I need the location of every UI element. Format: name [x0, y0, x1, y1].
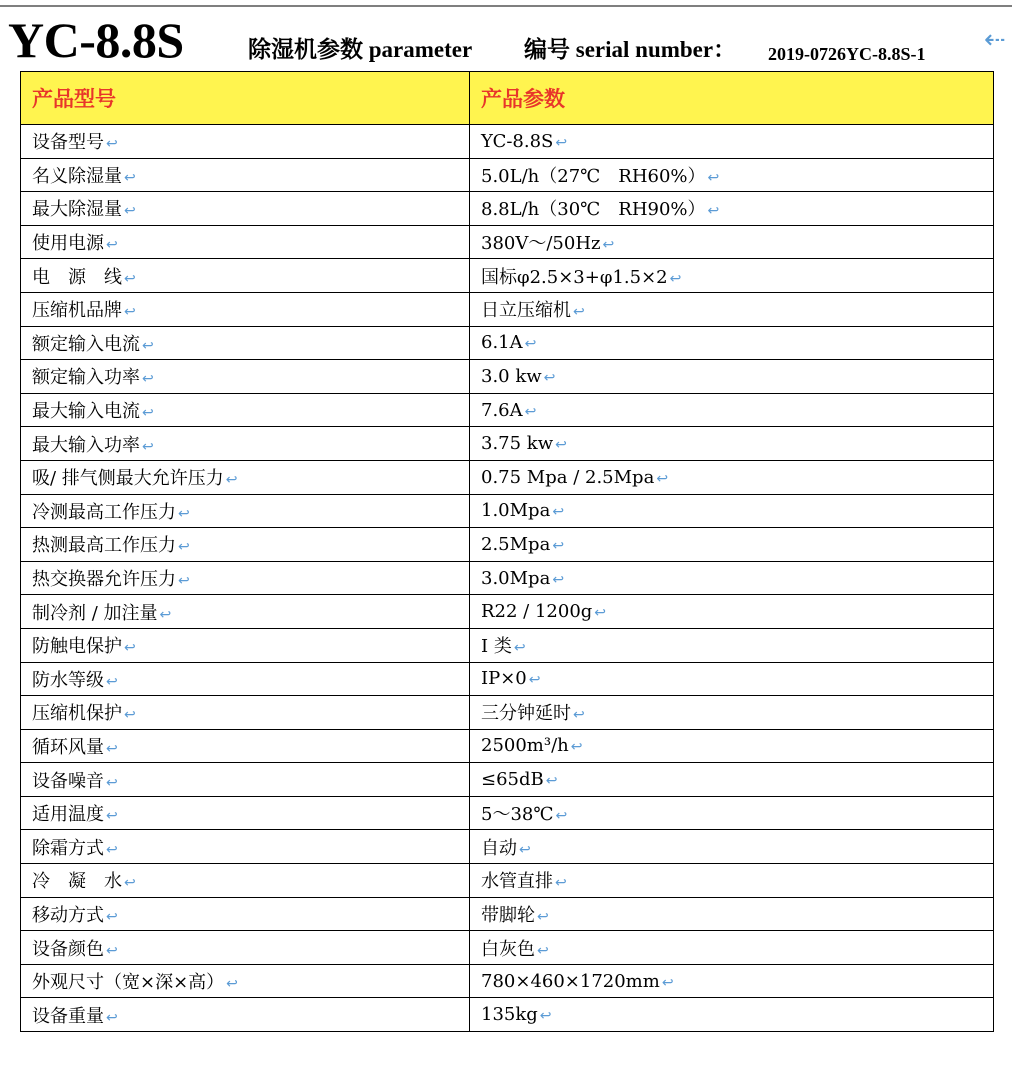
- row-value-cell: [470, 998, 994, 1032]
- return-mark-icon: ↩: [707, 169, 720, 186]
- row-value-cell: [470, 964, 994, 998]
- row-label: 压缩机品牌: [32, 300, 122, 322]
- return-mark-icon: ↩: [519, 841, 531, 858]
- row-value-cell: [470, 494, 994, 528]
- return-arrow-icon: ⇠: [984, 25, 1006, 55]
- row-label: 循环风量: [32, 736, 104, 758]
- row-value-cell: [470, 729, 994, 763]
- return-mark-icon: ↩: [555, 437, 567, 454]
- row-value: 0.75 Mpa / 2.5Mpa: [481, 466, 655, 488]
- table-row: [21, 796, 994, 830]
- row-label: 除霜方式: [32, 837, 104, 859]
- row-label: 设备型号: [32, 132, 104, 154]
- return-mark-icon: ↩: [669, 270, 682, 287]
- row-value-cell: [470, 292, 994, 326]
- return-mark-icon: ↩: [142, 405, 154, 422]
- table-row: [21, 931, 994, 965]
- return-mark-icon: ↩: [106, 908, 118, 925]
- table-row: [21, 192, 994, 226]
- row-value: 3.75 kw: [481, 433, 554, 455]
- return-mark-icon: ↩: [602, 237, 615, 254]
- return-mark-icon: ↩: [142, 438, 154, 455]
- table-row: [21, 259, 994, 293]
- row-value: 7.6A: [481, 399, 523, 421]
- row-value: R22 / 1200g: [481, 601, 593, 623]
- row-label-cell: [21, 326, 470, 360]
- return-mark-icon: ↩: [524, 336, 537, 353]
- table-row: [21, 662, 994, 696]
- row-value: 白灰色: [481, 938, 535, 960]
- return-mark-icon: ↩: [555, 875, 567, 892]
- row-value-cell: [470, 864, 994, 898]
- return-mark-icon: ↩: [106, 942, 118, 959]
- return-mark-icon: ↩: [142, 371, 154, 388]
- return-mark-icon: ↩: [106, 1009, 118, 1026]
- return-mark-icon: ↩: [159, 606, 172, 623]
- header-model-cell: 产品型号: [21, 72, 470, 125]
- row-label: 使用电源: [32, 233, 104, 255]
- return-mark-icon: ↩: [106, 673, 118, 690]
- row-value-cell: [470, 595, 994, 629]
- row-label-cell: [21, 864, 470, 898]
- row-value: 2500m³/h: [481, 735, 569, 757]
- table-row: [21, 528, 994, 562]
- row-label: 防触电保护: [32, 636, 122, 658]
- row-label: 额定输入功率: [32, 367, 140, 389]
- row-value-cell: [470, 528, 994, 562]
- row-value-cell: [470, 662, 994, 696]
- row-label: 最大输入功率: [32, 434, 140, 456]
- return-mark-icon: ↩: [178, 573, 190, 590]
- return-mark-icon: ↩: [106, 237, 118, 254]
- return-mark-icon: ↩: [539, 1008, 552, 1025]
- return-mark-icon: ↩: [661, 974, 674, 991]
- row-label-cell: [21, 460, 470, 494]
- return-mark-icon: ↩: [573, 304, 585, 321]
- row-value: 780×460×1720mm: [481, 970, 660, 992]
- row-value: 8.8L/h（30℃ RH90%）: [481, 199, 706, 221]
- row-label-cell: [21, 427, 470, 461]
- row-value-cell: [470, 360, 994, 394]
- return-mark-icon: ↩: [555, 134, 568, 151]
- row-label-cell: [21, 796, 470, 830]
- row-label: 名义除湿量: [32, 165, 122, 187]
- return-mark-icon: ↩: [543, 369, 556, 386]
- table-row: [21, 763, 994, 797]
- return-mark-icon: ↩: [124, 875, 136, 892]
- row-value: ≤65dB: [481, 769, 544, 791]
- row-value: 3.0 kw: [481, 365, 542, 387]
- return-mark-icon: ↩: [142, 337, 154, 354]
- row-label: 吸/ 排气侧最大允许压力: [32, 468, 224, 490]
- table-row: [21, 864, 994, 898]
- return-mark-icon: ↩: [656, 470, 669, 487]
- row-value-cell: [470, 561, 994, 595]
- row-value: 3.0Mpa: [481, 567, 551, 589]
- table-row: [21, 964, 994, 998]
- table-row: [21, 393, 994, 427]
- row-value: 带脚轮: [481, 904, 535, 926]
- return-mark-icon: ↩: [124, 640, 136, 657]
- row-label-cell: [21, 125, 470, 159]
- row-value-cell: [470, 460, 994, 494]
- return-mark-icon: ↩: [225, 472, 238, 489]
- row-value: 1.0Mpa: [481, 500, 551, 522]
- model-title: YC-8.8S: [8, 12, 184, 68]
- row-label: 电 源 线: [32, 266, 122, 288]
- row-label: 设备重量: [32, 1005, 104, 1027]
- parameter-heading: 除湿机参数 parameter: [248, 37, 473, 62]
- row-label-cell: [21, 393, 470, 427]
- row-label: 最大输入电流: [32, 401, 140, 423]
- return-mark-icon: ↩: [178, 505, 190, 522]
- table-row: [21, 729, 994, 763]
- row-value: 水管直排: [481, 871, 553, 893]
- row-value-cell: [470, 192, 994, 226]
- return-mark-icon: ↩: [178, 539, 190, 556]
- row-value-cell: [470, 225, 994, 259]
- return-mark-icon: ↩: [106, 841, 118, 858]
- table-row: [21, 830, 994, 864]
- row-label: 制冷剂 / 加注量: [32, 602, 158, 624]
- return-mark-icon: ↩: [524, 403, 537, 420]
- return-mark-icon: ↩: [513, 640, 526, 657]
- row-value-cell: [470, 393, 994, 427]
- return-mark-icon: ↩: [124, 707, 136, 724]
- row-label: 压缩机保护: [32, 703, 122, 725]
- return-mark-icon: ↩: [594, 605, 607, 622]
- row-label-cell: [21, 830, 470, 864]
- return-mark-icon: ↩: [528, 672, 541, 689]
- row-value-cell: [470, 696, 994, 730]
- table-row: [21, 998, 994, 1032]
- return-mark-icon: ↩: [545, 773, 558, 790]
- return-mark-icon: ↩: [106, 808, 118, 825]
- row-label-cell: [21, 662, 470, 696]
- row-value: IP×0: [481, 668, 527, 690]
- table-row: [21, 595, 994, 629]
- return-mark-icon: ↩: [537, 942, 549, 959]
- return-mark-icon: ↩: [573, 707, 585, 724]
- row-value: 5.0L/h（27℃ RH60%）: [481, 165, 706, 187]
- table-row: [21, 460, 994, 494]
- return-mark-icon: ↩: [124, 304, 136, 321]
- table-row: [21, 561, 994, 595]
- row-label: 设备噪音: [32, 770, 104, 792]
- row-label: 移动方式: [32, 904, 104, 926]
- row-value: 自动: [481, 837, 517, 859]
- row-value-cell: [470, 763, 994, 797]
- return-mark-icon: ↩: [552, 537, 565, 554]
- row-value-cell: [470, 259, 994, 293]
- row-value: I 类: [481, 636, 512, 658]
- table-row: [21, 326, 994, 360]
- table-row: [21, 125, 994, 159]
- header-param-cell: 产品参数: [470, 72, 994, 125]
- row-label: 热测最高工作压力: [32, 535, 176, 557]
- table-row: [21, 225, 994, 259]
- row-label: 额定输入电流: [32, 333, 140, 355]
- row-value: 5～38℃: [481, 804, 554, 826]
- row-label-cell: [21, 192, 470, 226]
- return-mark-icon: ↩: [124, 203, 136, 220]
- row-value: 380V～/50Hz: [481, 233, 601, 255]
- row-value-cell: [470, 158, 994, 192]
- row-value: 日立压缩机: [481, 300, 571, 322]
- table-row: [21, 158, 994, 192]
- row-value: 6.1A: [481, 332, 523, 354]
- row-value-cell: [470, 830, 994, 864]
- row-label-cell: [21, 897, 470, 931]
- row-label: 设备颜色: [32, 938, 104, 960]
- return-mark-icon: ↩: [106, 740, 118, 757]
- row-label: 适用温度: [32, 804, 104, 826]
- row-label: 冷测最高工作压力: [32, 501, 176, 523]
- return-mark-icon: ↩: [552, 504, 565, 521]
- row-value: 国标φ2.5×3+φ1.5×2: [481, 266, 668, 288]
- return-mark-icon: ↩: [106, 136, 118, 153]
- table-row: [21, 427, 994, 461]
- row-value: 135kg: [481, 1004, 538, 1026]
- row-value-cell: [470, 628, 994, 662]
- table-row: [21, 897, 994, 931]
- return-mark-icon: ↩: [707, 203, 720, 220]
- return-mark-icon: ↩: [570, 739, 583, 756]
- row-label-cell: [21, 696, 470, 730]
- return-mark-icon: ↩: [124, 169, 136, 186]
- row-label-cell: [21, 360, 470, 394]
- return-mark-icon: ↩: [537, 908, 549, 925]
- row-value-cell: [470, 897, 994, 931]
- row-value: YC-8.8S: [481, 130, 554, 152]
- table-row: [21, 494, 994, 528]
- return-mark-icon: ↩: [555, 808, 568, 825]
- row-label-cell: [21, 158, 470, 192]
- row-value-cell: [470, 326, 994, 360]
- top-rule: [0, 5, 1012, 7]
- row-label-cell: [21, 998, 470, 1032]
- row-label-cell: [21, 259, 470, 293]
- row-label-cell: [21, 964, 470, 998]
- row-label-cell: [21, 595, 470, 629]
- row-label: 外观尺寸（宽×深×高）: [32, 972, 225, 994]
- row-label-cell: [21, 729, 470, 763]
- row-label-cell: [21, 494, 470, 528]
- serial-label: 编号 serial number：: [524, 37, 737, 62]
- return-mark-icon: ↩: [106, 774, 118, 791]
- row-value-cell: [470, 796, 994, 830]
- table-row: [21, 628, 994, 662]
- row-label-cell: [21, 628, 470, 662]
- row-label: 冷 凝 水: [32, 871, 122, 893]
- return-mark-icon: ↩: [552, 571, 565, 588]
- row-value-cell: [470, 427, 994, 461]
- row-value: 三分钟延时: [481, 703, 571, 725]
- row-label: 热交换器允许压力: [32, 569, 176, 591]
- row-label-cell: [21, 292, 470, 326]
- table-header-row: [21, 72, 994, 125]
- row-label-cell: [21, 528, 470, 562]
- row-label: 最大除湿量: [32, 199, 122, 221]
- table-row: [21, 292, 994, 326]
- row-label: 防水等级: [32, 669, 104, 691]
- row-label-cell: [21, 763, 470, 797]
- parameter-table: [20, 71, 994, 1032]
- row-value-cell: [470, 125, 994, 159]
- row-label-cell: [21, 561, 470, 595]
- row-value: 2.5Mpa: [481, 533, 551, 555]
- serial-value: 2019-0726YC-8.8S-1: [768, 44, 926, 64]
- return-mark-icon: ↩: [226, 976, 238, 993]
- return-mark-icon: ↩: [124, 270, 136, 287]
- table-row: [21, 696, 994, 730]
- table-row: [21, 360, 994, 394]
- row-label-cell: [21, 931, 470, 965]
- row-label-cell: [21, 225, 470, 259]
- row-value-cell: [470, 931, 994, 965]
